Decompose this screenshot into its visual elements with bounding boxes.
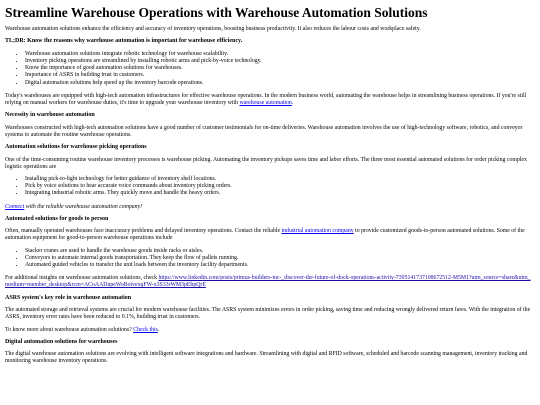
list-item: • Importance of ASRS in building trust in customers. bbox=[25, 72, 535, 79]
list-item: • Inventory picking operations are streamlined by installing robotic arms and pick-by-voice technology. bbox=[25, 58, 535, 65]
linkedin-link[interactable]: https://www.linkedin.com/posts/primus-builders-inc-_discover-the-future-of-dock-operations-activity-7395141737108672512-M5M1?utm_source=share&utm_medium=member_desktop&rcm=ACoAADupeWoBoivexqFW-x3S33rWM3pEhpQrE bbox=[5, 275, 531, 289]
check-this-link[interactable]: Check this bbox=[133, 326, 158, 333]
tldr-list bbox=[5, 51, 535, 87]
page-title: Streamline Warehouse Operations with Warehouse Automation Solutions bbox=[5, 5, 428, 20]
g2p-tail: to provide customized goods-to-person automated solutions. Some of the automation equipment for good-to-person warehouse operations include bbox=[5, 228, 525, 242]
insights-text: For additional insights on warehouse automation solutions, check bbox=[5, 275, 159, 282]
list-item: • Integrating industrial robotic arms. They quickly move and handle the heavy orders. bbox=[25, 190, 535, 197]
list-item: • Digital automation solutions help speed up the inventory barcode operations. bbox=[25, 80, 535, 87]
g2p-list bbox=[5, 248, 535, 270]
list-item: • Automated guided vehicles to transfer the unit loads between the inventory facility departments. bbox=[25, 262, 535, 269]
more-tail: . bbox=[157, 326, 160, 333]
list-item: • Conveyors to automate internal goods transportation. They keep the flow of pallets running. bbox=[25, 255, 535, 262]
overview-tail: . bbox=[291, 99, 294, 106]
connect-tail: with the reliable warehouse automation company! bbox=[24, 203, 143, 210]
connect-link[interactable]: Connect bbox=[5, 203, 25, 210]
overview-text: Today's warehouses are equipped with high-tech automation infrastructures for effective warehouse operations. In the modern business world, automating the warehouse helps in streamlining business operations. If you're still relying on manual workers for warehouse duties, it's time to upgrade your warehouse inventory with bbox=[5, 92, 527, 106]
asrs-paragraph: The automated storage and retrieval systems are crucial for modern warehouse facilities. The ASRS system minimizes errors in order picking, saving time and reducing wrongly delivered return fares. With the integration of the ASRS, inventory error rates have been reduced to 0.1%, building trust in customers. bbox=[5, 307, 531, 321]
picking-paragraph: One of the time-consuming routine warehouse inventory processes is warehouse picking. Automating the inventory pickups saves time and labor efforts. The three most essential automated solutions for order picking complex logistic operations are bbox=[5, 156, 527, 170]
g2p-heading: Automated solutions for goods to person bbox=[5, 215, 109, 222]
digital-paragraph: The digital warehouse automation solutions are evolving with intelligent software integrations and hardware. Streamlining with digital and RFID software, scheduled and barcode scanning management, inventory tracking and monitoring warehouse inventory operations. bbox=[5, 351, 528, 365]
overview-paragraph bbox=[5, 93, 535, 107]
industrial-automation-link[interactable]: industrial automation company bbox=[281, 228, 354, 235]
asrs-heading: ASRS system's key role in warehouse automation bbox=[5, 294, 132, 301]
g2p-text: Often, manually operated warehouses face inaccuracy problems and delayed inventory operations. Contact the reliable bbox=[5, 228, 282, 235]
picking-list bbox=[5, 176, 535, 198]
list-item: • Warehouse automation solutions integrate robotic technology for warehouse scalability. bbox=[25, 51, 535, 58]
more-paragraph bbox=[5, 327, 535, 334]
g2p-paragraph bbox=[5, 228, 535, 242]
more-text: To know more about warehouse automation solutions? bbox=[5, 326, 134, 333]
list-item: • Pick by voice solutions to hear accurate voice commands about inventory picking orders. bbox=[25, 183, 535, 190]
list-item: • Know the importance of good automation solutions for warehouses. bbox=[25, 65, 535, 72]
list-item: • Stacker cranes are used to handle the warehouse goods inside racks or aisles. bbox=[25, 248, 535, 255]
picking-heading: Automation solutions for warehouse picking operations bbox=[5, 144, 147, 151]
necessity-paragraph: Warehouses constructed with high-tech automation solutions have a good number of customer testimonials for on-time deliveries. Warehouse automation involves the use of high-technology software, robotics, and conveyor systems to automate the routine warehouse operations. bbox=[5, 124, 523, 138]
tldr-heading: TL;DR: Know the reasons why warehouse automation is important for warehouse efficiency. bbox=[5, 38, 243, 45]
insights-paragraph bbox=[5, 275, 535, 289]
intro-paragraph: Warehouse automation solutions enhance the efficiency and accuracy of inventory operations, boosting business productivity. It also reduces the labour costs and workplace safety. bbox=[5, 26, 421, 32]
list-item: • Installing pick-to-light technology for better guidance of inventory shelf locations. bbox=[25, 176, 535, 183]
digital-heading: Digital automation solutions for warehouses bbox=[5, 338, 118, 345]
connect-paragraph bbox=[5, 204, 535, 211]
necessity-heading: Necessity in warehouse automation bbox=[5, 112, 95, 119]
warehouse-automation-link[interactable]: warehouse automation bbox=[239, 99, 292, 106]
